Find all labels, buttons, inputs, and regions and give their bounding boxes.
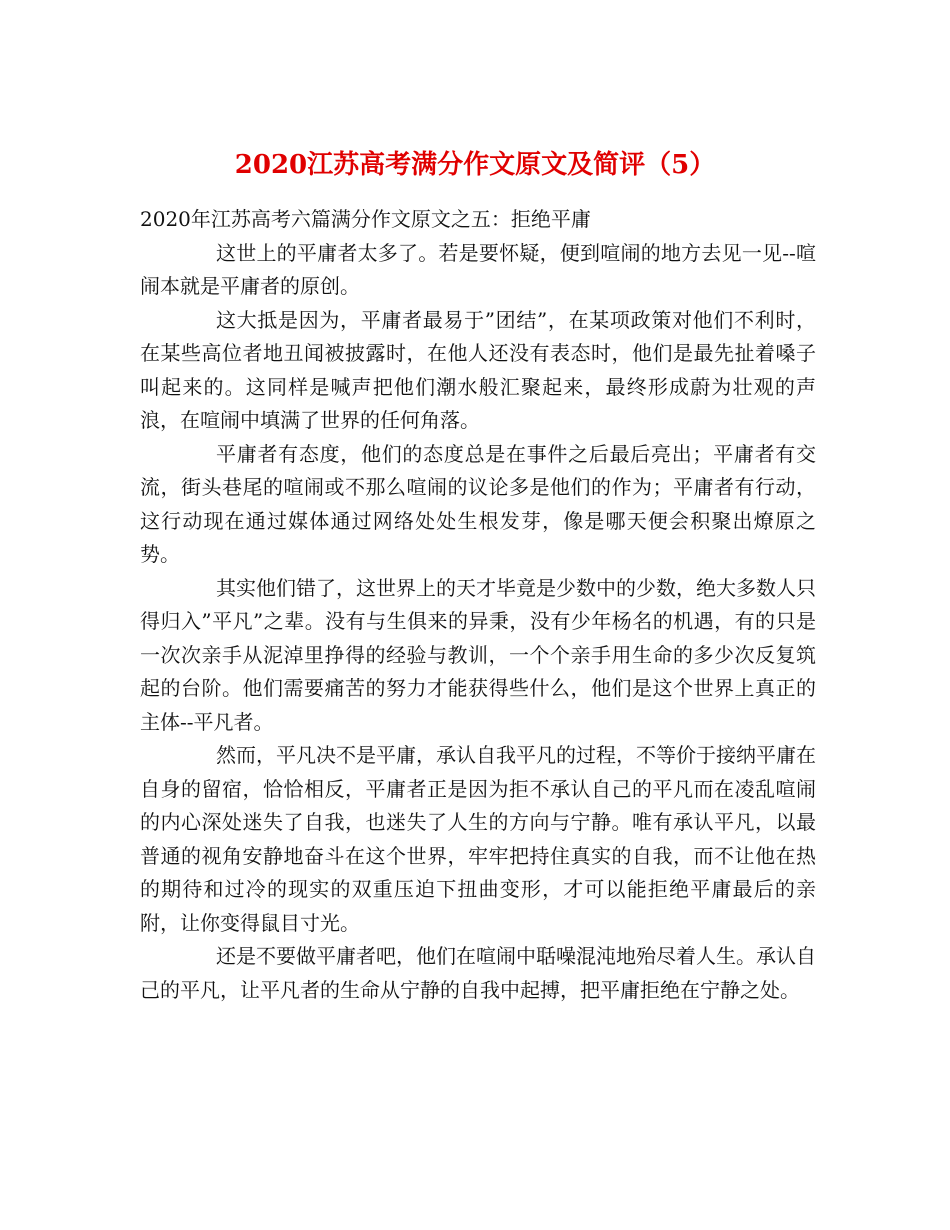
paragraph: 其实他们错了，这世界上的天才毕竟是少数中的少数，绝大多数人只得归入”平凡”之辈。没有与生俱来的异秉，没有少年杨名的机遇，有的只是一次次亲手从泥淖里挣得的经验与教训，一个个亲手用生命的多少次反复筑起的台阶。他们需要痛苦的努力才能获得些什么，他们是这个世界上真正的主体--平凡者。 <box>140 575 816 734</box>
document-body <box>140 203 816 1007</box>
paragraph: 平庸者有态度，他们的态度总是在事件之后最后亮出；平庸者有交流，街头巷尾的喧闹或不那么喧闹的议论多是他们的作为；平庸者有行动，这行动现在通过媒体通过网络处处生根发芽，像是哪天便会积聚出燎原之势。 <box>140 441 816 566</box>
paragraph: 这世上的平庸者太多了。若是要怀疑，便到喧闹的地方去见一见--喧闹本就是平庸者的原创。 <box>140 240 816 298</box>
document-subtitle: 2020年江苏高考六篇满分作文原文之五：拒绝平庸 <box>140 207 591 231</box>
paragraph: 这大抵是因为，平庸者最易于”团结”，在某项政策对他们不利时，在某些高位者地丑闻被披露时，在他人还没有表态时，他们是最先扯着嗓子叫起来的。这同样是喊声把他们潮水般汇聚起来，最终形成蔚为壮观的声浪，在喧闹中填满了世界的任何角落。 <box>140 307 816 432</box>
paragraph: 然而，平凡决不是平庸，承认自我平凡的过程，不等价于接纳平庸在自身的留宿，恰恰相反，平庸者正是因为拒不承认自己的平凡而在凌乱喧闹的内心深处迷失了自我，也迷失了人生的方向与宁静。唯有承认平凡，以最普通的视角安静地奋斗在这个世界，牢牢把持住真实的自我，而不让他在热的期待和过冷的现实的双重压迫下扭曲变形，才可以能拒绝平庸最后的亲附，让你变得鼠目寸光。 <box>140 743 816 935</box>
paragraph: 还是不要做平庸者吧，他们在喧闹中聒噪混沌地殆尽着人生。承认自己的平凡，让平凡者的生命从宁静的自我中起搏，把平庸拒绝在宁静之处。 <box>140 944 816 1002</box>
document-title: 2020江苏高考满分作文原文及简评（5） <box>234 150 716 181</box>
